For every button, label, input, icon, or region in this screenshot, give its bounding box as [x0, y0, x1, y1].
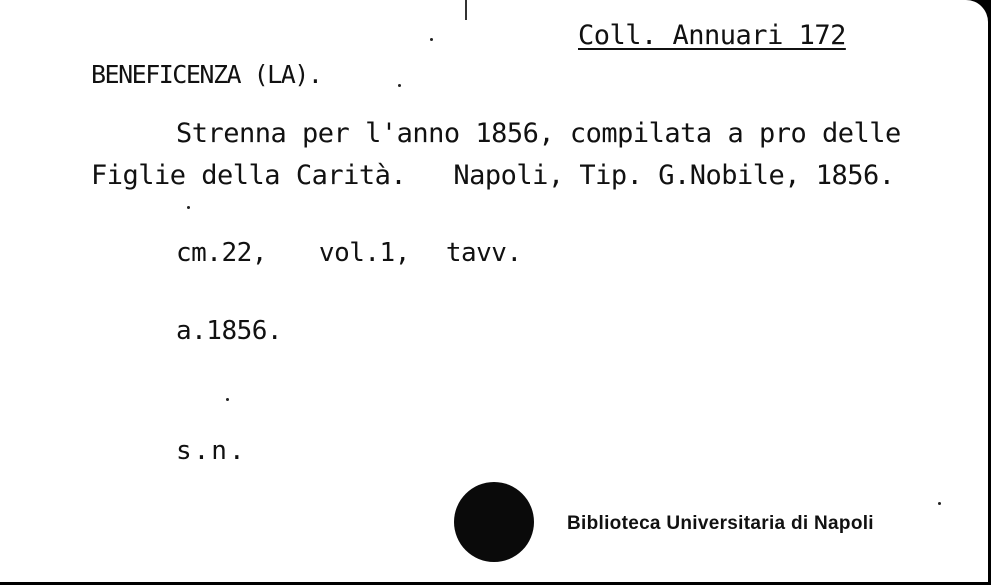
ink-speck — [187, 206, 190, 209]
call-number: Coll. Annuari 172 — [578, 20, 846, 51]
top-edge-mark — [465, 0, 467, 20]
title-line-2: Figlie della Carità. Napoli, Tip. G.Nobile, 1856. — [91, 160, 895, 191]
size-field: cm.22, — [176, 238, 267, 268]
library-stamp-seal — [454, 482, 534, 562]
library-stamp-text: Biblioteca Universitaria di Napoli — [567, 513, 874, 534]
shelf-note: s.n. — [176, 436, 247, 466]
plates-field: tavv. — [445, 238, 522, 268]
ink-speck — [938, 502, 941, 505]
ink-speck — [430, 38, 433, 41]
volumes-field: vol.1, — [318, 238, 410, 268]
ink-speck — [226, 398, 229, 401]
date-field: a.1856. — [176, 316, 283, 346]
physical-description — [176, 240, 522, 266]
entry-heading: BENEFICENZA (LA). — [91, 60, 322, 89]
ink-speck — [398, 84, 401, 87]
title-line-1: Strenna per l'anno 1856, compilata a pro delle — [176, 118, 901, 149]
